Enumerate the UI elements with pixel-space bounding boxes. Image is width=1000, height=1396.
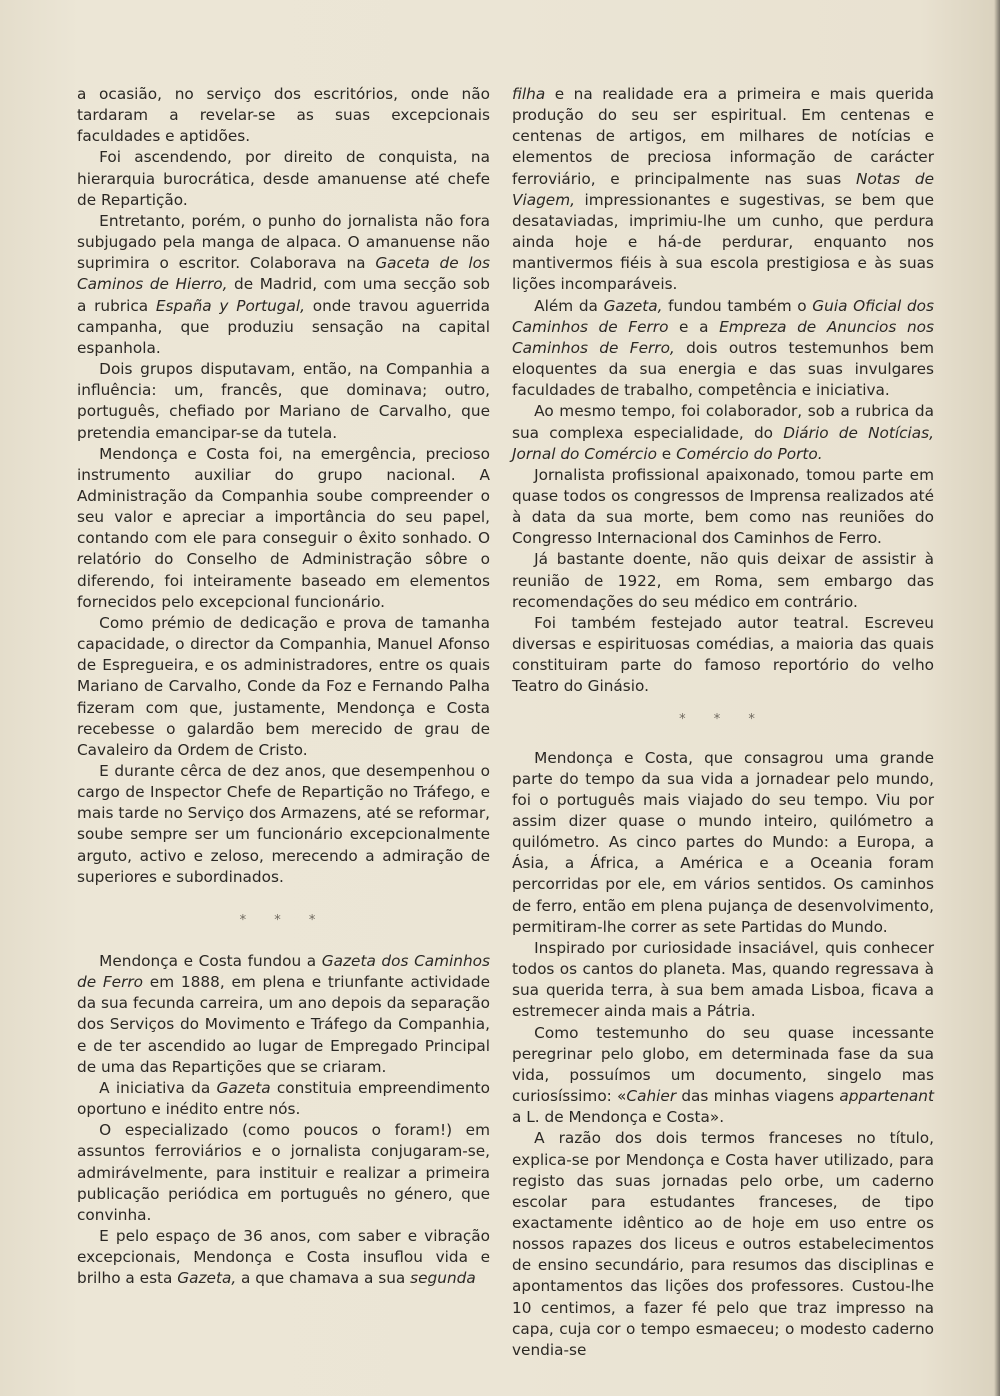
paragraph: E durante cêrca de dez anos, que desempenhou o cargo de Inspector Chefe de Repartição no Tráfego, e mais tarde no Serviço dos Armazens, até se reformar, soube sempre ser um funcionário excepcionalmente arguto, activo e zeloso, merecendo a admiração de superiores e subordinados.	[77, 762, 490, 886]
page-edge-shadow	[994, 0, 1000, 1396]
paragraph: Além da Gazeta, fundou também o Guia Oficial dos Caminhos de Ferro e a Empreza de Anuncios nos Caminhos de Ferro, dois outros testemunhos bem eloquentes da sua energia e das suas invulgares faculdades de trabalho, competência e iniciativa.	[512, 296, 935, 400]
paragraph: Já bastante doente, não quis deixar de assistir à reunião de 1922, em Roma, sem embargo das recomendações do seu médico em contrário.	[512, 550, 934, 611]
section-separator: * * *	[239, 912, 328, 928]
paragraph: Mendonça e Costa, que consagrou uma grande parte do tempo da sua vida a jornadear pelo mundo, foi o português mais viajado do seu tempo. Viu por assim dizer quase o mundo inteiro, quilómetro a quilómetro. As cinco partes do Mundo: a Europa, a Ásia, a África, a América e a Oceania foram percorridas por ele, em vários sentidos. Os caminhos de ferro, então em plena pujança de desenvolvimento, permitiram-lhe correr as sete Partidas do Mundo.	[512, 748, 934, 936]
paragraph-continuation: filha e na realidade era a primeira e mais querida produção do seu ser espiritual. Em centenas e centenas de artigos, em milhares de notícias e elementos de preciosa informação de carácter ferroviário, e principalmente nas suas Notas de Viagem, impressionantes e sugestivas, se bem que desataviadas, imprimiu-lhe um cunho, que perdura ainda hoje e há-de perdurar, enquanto nos mantivermos fiéis à sua escola prestigiosa e às suas lições incomparáveis.	[512, 85, 934, 294]
paragraph: Inspirado por curiosidade insaciável, quis conhecer todos os cantos do planeta. Mas, quando regressava à sua querida terra, à sua bem amada Lisboa, ficava a estremecer ainda mais a Pátria.	[512, 938, 934, 1021]
paragraph-continuation: a ocasião, no serviço dos escritórios, onde não tardaram a revelar-se as suas excepcionais faculdades e aptidões.	[77, 85, 490, 146]
paragraph: O especializado (como poucos o foram!) em assuntos ferroviários e o jornalista conjugaram-se, admirávelmente, para instituir e realizar a primeira publicação periódica em português no género, que convinha.	[77, 1121, 490, 1224]
left-column	[77, 84, 490, 1289]
paragraph: Jornalista profissional apaixonado, tomou parte em quase todos os congressos de Imprensa realizados até à data da sua morte, bem como nas reuniões do Congresso Internacional dos Caminhos de Ferro.	[512, 465, 934, 548]
paragraph: Foi ascendendo, por direito de conquista, na hierarquia burocrática, desde amanuense até chefe de Repartição.	[77, 148, 490, 209]
paragraph: Mendonça e Costa fundou a Gazeta dos Caminhos de Ferro em 1888, em plena e triunfante actividade da sua fecunda carreira, um ano depois da separação dos Serviços do Movimento e Tráfego da Companhia, e de ter ascendido ao lugar de Empregado Principal de uma das Repartições que se criaram.	[77, 951, 490, 1076]
paragraph: Mendonça e Costa foi, na emergência, precioso instrumento auxiliar do grupo nacional. A Administração da Companhia soube compreender o seu valor e apreciar a importância do seu papel, contando com ele para conseguir o êxito sonhado. O relatório do Conselho de Administração sôbre o diferendo, foi inteiramente baseado em elementos fornecidos pelo excepcional funcionário.	[77, 444, 490, 611]
paragraph: Ao mesmo tempo, foi colaborador, sob a rubrica da sua complexa especialidade, do Diário de Notícias, Jornal do Comércio e Comércio do Porto.	[512, 402, 935, 463]
paragraph: A razão dos dois termos franceses no título, explica-se por Mendonça e Costa haver utilizado, para registo das suas jornadas pelo orbe, um caderno escolar para estudantes franceses, de tipo exactamente idêntico ao de hoje em uso entre os nossos rapazes dos liceus e outros estabelecimentos de ensino secundário, para resumos das disciplinas e apontamentos das lições dos professores. Custou-lhe 10 centimos, a fazer fé pelo que traz impresso na capa, cuja cor o tempo esmaeceu; o modesto caderno vendia-se	[512, 1129, 934, 1359]
right-column	[512, 84, 934, 1361]
paragraph: Foi também festejado autor teatral. Escreveu diversas e espirituosas comédias, a maioria das quais constituiram parte do famoso reportório do velho Teatro do Ginásio.	[512, 613, 934, 696]
paragraph: A iniciativa da Gazeta constituia empreendimento oportuno e inédito entre nós.	[77, 1078, 490, 1119]
paragraph: Como prémio de dedicação e prova de tamanha capacidade, o director da Companhia, Manuel Afonso de Espregueira, e os administradores, entre os quais Mariano de Carvalho, Conde da Foz e Fernando Palha fizeram com que, justamente, Mendonça e Costa recebesse o galardão bem merecido de grau de Cavaleiro da Ordem de Cristo.	[77, 613, 490, 759]
paragraph: E pelo espaço de 36 anos, com saber e vibração excepcionais, Mendonça e Costa insuflou vida e brilho a esta Gazeta, a que chamava a sua segunda	[77, 1226, 490, 1288]
paragraph: Entretanto, porém, o punho do jornalista não fora subjugado pela manga de alpaca. O amanuense não suprimira o escritor. Colaborava na Gaceta de los Caminos de Hierro, de Madrid, com uma secção sob a rubrica España y Portugal, onde travou aguerrida campanha, que produziu sensação na capital espanhola.	[77, 211, 490, 357]
paragraph: Dois grupos disputavam, então, na Companhia a influência: um, francês, que dominava; outro, português, chefiado por Mariano de Carvalho, que pretendia emancipar-se da tutela.	[77, 360, 490, 442]
paragraph: Como testemunho do seu quase incessante peregrinar pelo globo, em determinada fase da sua vida, possuímos um documento, singelo mas curiosíssimo: «Cahier das minhas viagens appartenant a L. de Mendonça e Costa».	[512, 1023, 934, 1127]
section-separator: * * *	[679, 711, 767, 727]
